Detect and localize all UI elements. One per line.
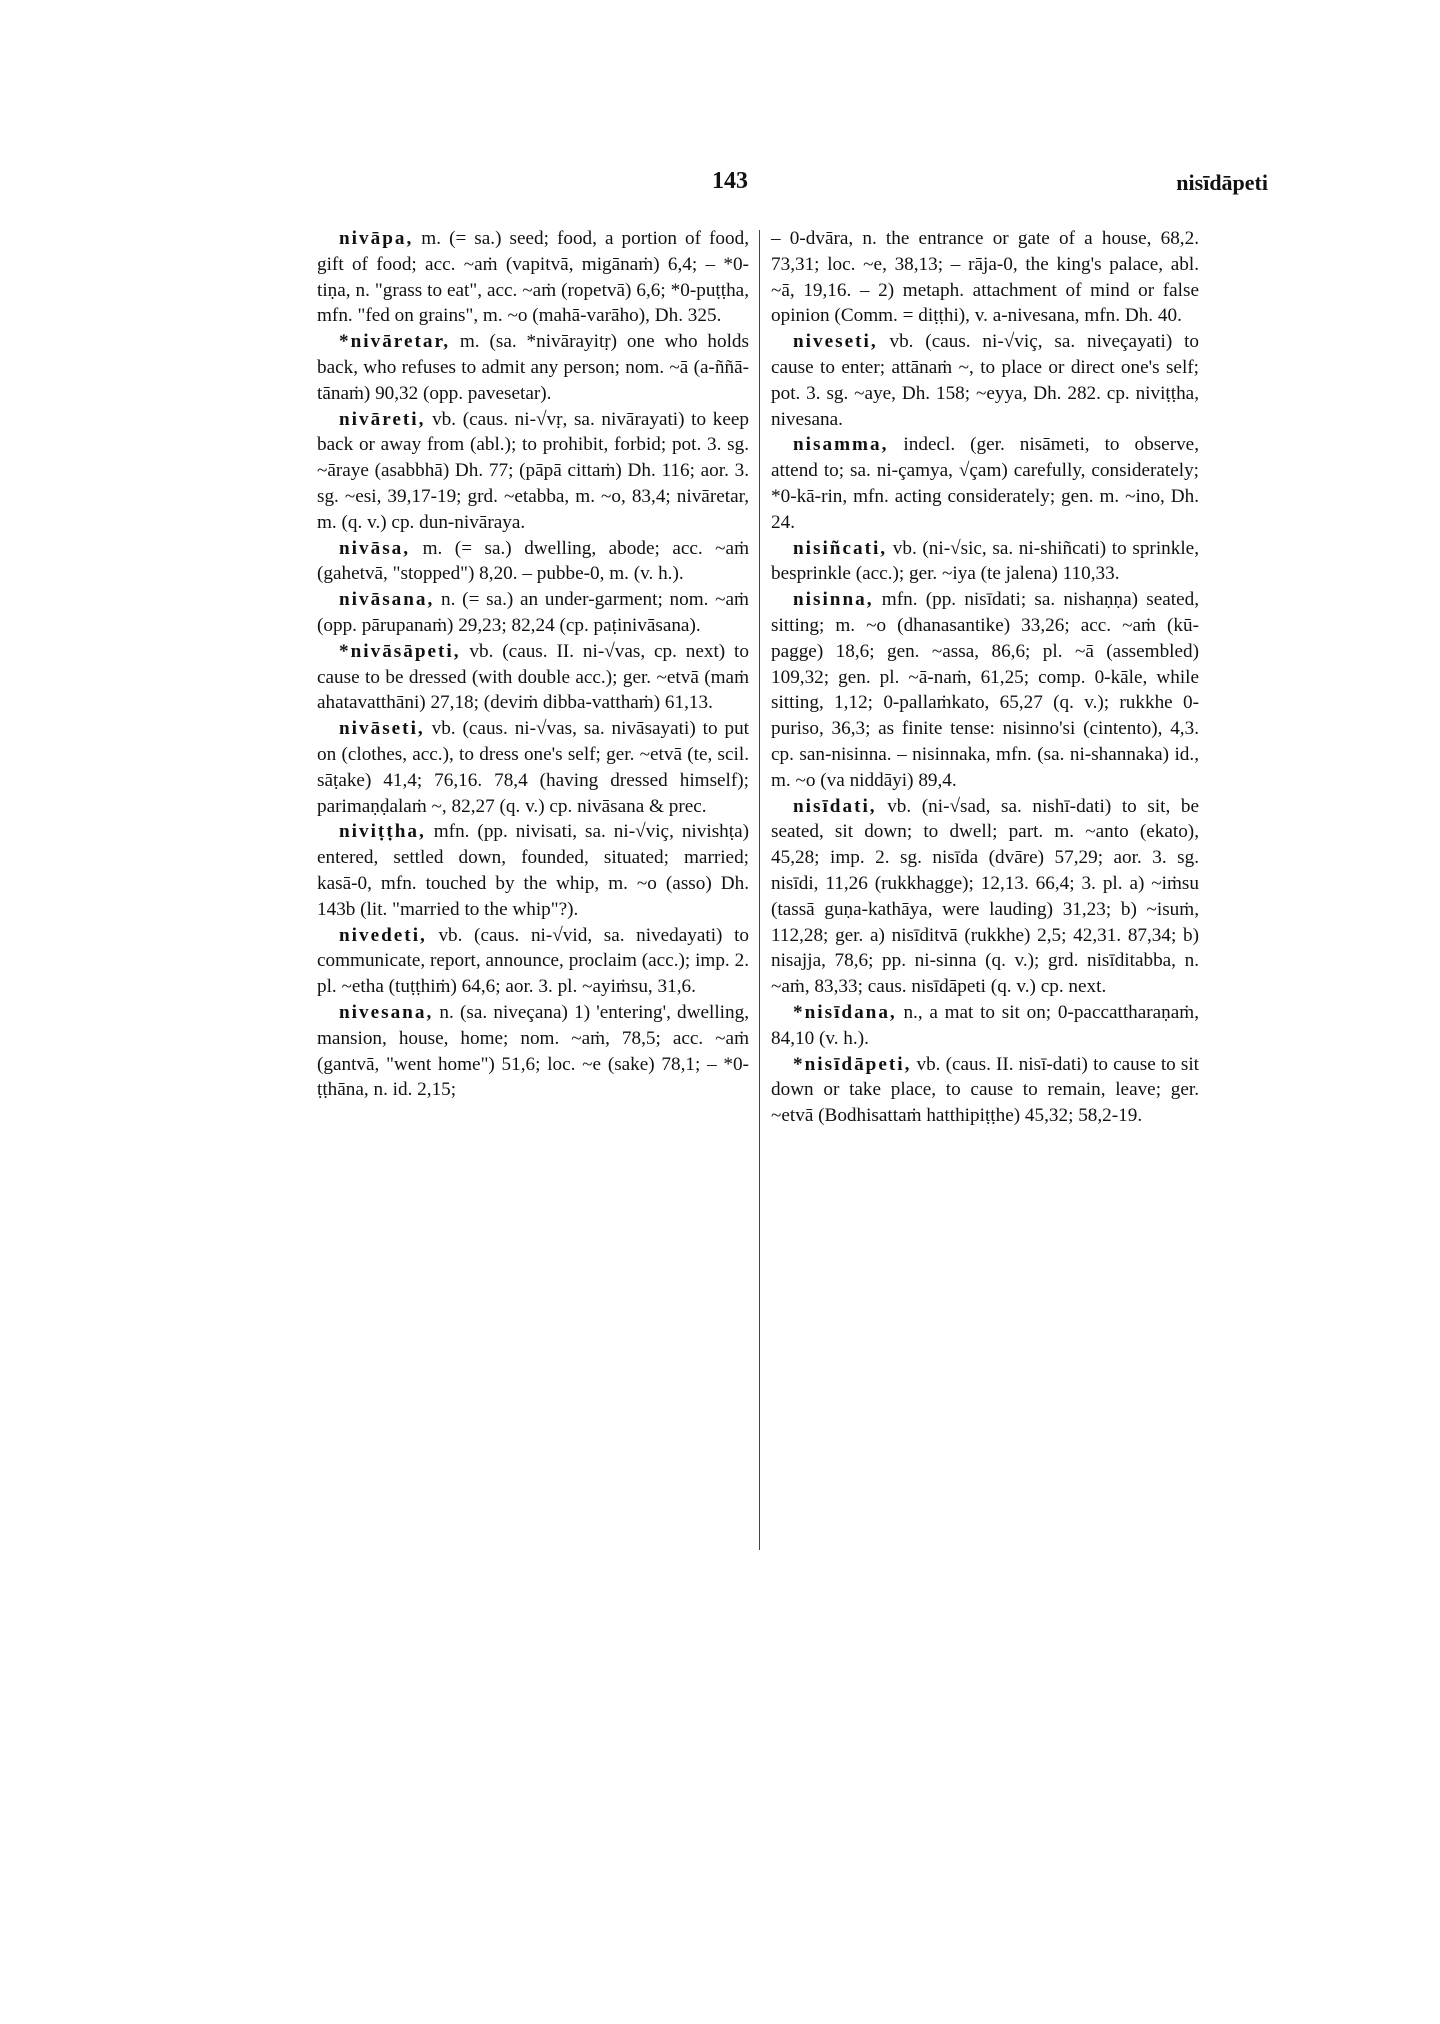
dictionary-entry	[317, 407, 749, 536]
dictionary-entry	[771, 329, 1199, 432]
dictionary-entry	[317, 639, 749, 716]
left-column	[317, 226, 749, 1103]
entry-headword: *nivāretar,	[339, 331, 451, 353]
entry-headword: nisiñcati,	[793, 537, 888, 559]
dictionary-entry	[317, 587, 749, 639]
entry-body: n. (= sa.) an under-garment; nom. ~aṁ (opp. pārupanaṁ) 29,23; 82,24 (cp. paṭinivāsana).	[317, 589, 749, 636]
dictionary-entry	[771, 536, 1199, 588]
dictionary-entry	[771, 794, 1199, 1000]
dictionary-entry	[317, 536, 749, 588]
entry-body: vb. (caus. ni-√vas, sa. nivāsayati) to put on (clothes, acc.), to dress one's self; ger. ~etvā (te, scil. sāṭake) 41,4; 76,16. 78,4 (having dressed himself); parimaṇḍalaṁ ~, 82,27 (q. v.) cp. nivāsana & prec.	[317, 718, 749, 817]
running-head: nisīdāpeti	[1176, 170, 1268, 195]
entry-headword: niviṭṭha,	[339, 821, 426, 843]
entry-headword: nivāpa,	[339, 228, 414, 249]
entry-body: vb. (ni-√sic, sa. ni-shiñcati) to sprinkle, besprinkle (acc.); ger. ~iya (te jalena) 110,33.	[771, 537, 1199, 585]
entry-headword: niveseti,	[793, 331, 878, 353]
entry-headword: *nivāsāpeti,	[339, 640, 461, 662]
entry-headword: *nisīdana,	[793, 1001, 897, 1023]
entry-headword: nisīdati,	[793, 795, 877, 817]
column-divider	[759, 230, 760, 1550]
entry-body: mfn. (pp. nisīdati; sa. nishaṇṇa) seated, sitting; m. ~o (dhanasantike) 33,26; acc. ~aṁ (kū-pagge) 18,6; gen. ~assa, 86,6; pl. ~ā (assembled) 109,32; gen. pl. ~ā-naṁ, 61,25; comp. 0-kāle, while sitting, 1,12; 0-pallaṁkato, 65,27 (q. v.); rukkhe 0-puriso, 36,3; as finite tense: nisinno'si (cintento), 4,3. cp. san-nisinna. – nisinnaka, mfn. (sa. ni-shannaka) id., m. ~o (va niddāyi) 89,4.	[771, 589, 1199, 791]
entry-body: vb. (caus. ni-√vid, sa. nivedayati) to communicate, report, announce, proclaim (acc.); imp. 2. pl. ~etha (tuṭṭhiṁ) 64,6; aor. 3. pl. ~ayiṁsu, 31,6.	[317, 924, 749, 998]
entry-headword: nivesana,	[339, 1001, 434, 1023]
dictionary-entry	[771, 1000, 1199, 1052]
entry-body: vb. (ni-√sad, sa. nishī-dati) to sit, be seated, sit down; to dwell; part. m. ~anto (ekato), 45,28; imp. 2. sg. nisīda (dvāre) 57,29; aor. 3. sg. nisīdi, 11,26 (rukkhagge); 12,13. 66,4; 3. pl. a) ~iṁsu (tassā guṇa-kathāya, were lauding) 31,23; b) ~isuṁ, 112,28; ger. a) nisīditvā (rukkhe) 2,5; 42,31. 87,34; b) nisajja, 78,6; pp. ni-sinna (q. v.); grd. nisīditabba, n. ~aṁ, 83,33; caus. nisīdāpeti (q. v.) cp. next.	[771, 795, 1199, 998]
dictionary-entry-continuation	[771, 226, 1199, 329]
page-number: 143	[712, 168, 748, 194]
dictionary-entry	[771, 432, 1199, 535]
entry-body: vb. (caus. ni-√viç, sa. niveçayati) to cause to enter; attānaṁ ~, to place or direct one's self; pot. 3. sg. ~aye, Dh. 158; ~eyya, Dh. 282. cp. niviṭṭha, nivesana.	[771, 331, 1199, 430]
entry-headword: nivedeti,	[339, 924, 427, 946]
dictionary-entry	[317, 923, 749, 1000]
entry-headword: nivāsana,	[339, 589, 435, 611]
entry-body: m. (= sa.) dwelling, abode; acc. ~aṁ (gahetvā, "stopped") 8,20. – pubbe-0, m. (v. h.).	[317, 537, 749, 585]
entry-headword: nivāreti,	[339, 408, 426, 430]
entry-body: n., a mat to sit on; 0-paccattharaṇaṁ, 84,10 (v. h.).	[771, 1001, 1199, 1049]
entry-body: indecl. (ger. nisāmeti, to observe, attend to; sa. ni-çamya, √çam) carefully, considerately; *0-kā-rin, mfn. acting considerately; gen. m. ~ino, Dh. 24.	[771, 434, 1199, 533]
dictionary-entry	[771, 1052, 1199, 1129]
entry-body: vb. (caus. II. ni-√vas, cp. next) to cause to be dressed (with double acc.); ger. ~etvā (maṁ ahatavatthāni) 27,18; (deviṁ dibba-vatthaṁ) 61,13.	[317, 640, 749, 714]
entry-body: m. (= sa.) seed; food, a portion of food, gift of food; acc. ~aṁ (vapitvā, migānaṁ) 6,4; – *0-tiṇa, n. "grass to eat", acc. ~aṁ (ropetvā) 6,6; *0-puṭṭha, mfn. "fed on grains", m. ~o (mahā-varāho), Dh. 325.	[317, 228, 749, 327]
entry-body: vb. (caus. II. nisī-dati) to cause to sit down or take place, to cause to remain, leave; ger. ~etvā (Bodhisattaṁ hatthipiṭṭhe) 45,32; 58,2-19.	[771, 1053, 1199, 1127]
entry-body: vb. (caus. ni-√vṛ, sa. nivārayati) to keep back or away from (abl.); to prohibit, forbid; pot. 3. sg. ~āraye (asabbhā) Dh. 77; (pāpā cittaṁ) Dh. 116; aor. 3. sg. ~esi, 39,17-19; grd. ~etabba, m. ~o, 83,4; nivāretar, m. (q. v.) cp. dun-nivāraya.	[317, 408, 749, 533]
dictionary-entry	[317, 329, 749, 406]
dictionary-entry	[317, 819, 749, 922]
entry-headword: nisinna,	[793, 589, 874, 611]
dictionary-entry	[771, 587, 1199, 793]
entry-body: m. (sa. *nivārayitṛ) one who holds back, who refuses to admit any person; nom. ~ā (a-ññā-tānaṁ) 90,32 (opp. pavesetar).	[317, 331, 749, 404]
entry-headword: nivāseti,	[339, 718, 425, 740]
dictionary-entry	[317, 226, 749, 329]
entry-body: n. (sa. niveçana) 1) 'entering', dwelling, mansion, house, home; nom. ~aṁ, 78,5; acc. ~aṁ (gantvā, "went home") 51,6; loc. ~e (sake) 78,1; – *0-ṭṭhāna, n. id. 2,15;	[317, 1001, 749, 1101]
entry-body: mfn. (pp. nivisati, sa. ni-√viç, nivishṭa) entered, settled down, founded, situated; married; kasā-0, mfn. touched by the whip, m. ~o (asso) Dh. 143b (lit. "married to the whip"?).	[317, 821, 749, 920]
entry-headword: nivāsa,	[339, 537, 411, 559]
dictionary-entry	[317, 1000, 749, 1103]
right-column	[771, 226, 1199, 1129]
dictionary-entry	[317, 716, 749, 819]
entry-headword: nisamma,	[793, 434, 889, 456]
entry-body: – 0-dvāra, n. the entrance or gate of a house, 68,2. 73,31; loc. ~e, 38,13; – rāja-0, the king's palace, abl. ~ā, 19,16. – 2) metaph. attachment of mind or false opinion (Comm. = diṭṭhi), v. a-nivesana, mfn. Dh. 40.	[771, 228, 1199, 327]
entry-headword: *nisīdāpeti,	[793, 1053, 912, 1075]
